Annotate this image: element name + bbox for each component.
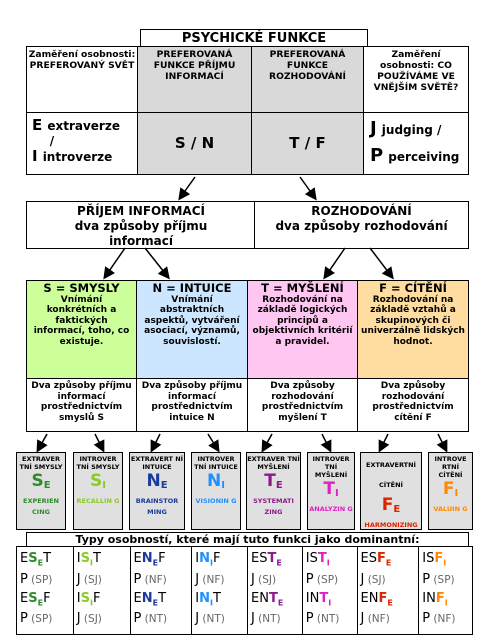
card-fi	[428, 452, 473, 530]
type-temperament: J (SJ)	[76, 571, 102, 587]
header-preferred-world: Zaměření osobnosti: PREFEROVANÝ SVĚT	[28, 49, 136, 71]
p-word: perceiving	[388, 150, 460, 164]
card-ne	[129, 452, 185, 530]
ways-box-n: Dva způsoby příjmu informací prostřednictvím intuice N	[136, 378, 248, 432]
jp-cell	[363, 113, 468, 174]
card-si-bottom: RECALLIN G	[76, 497, 120, 505]
card-ni-symbol	[192, 471, 240, 496]
type-code: $EST_E$	[250, 551, 282, 568]
card-se-bottom: EXPERIEN CING	[23, 497, 59, 516]
card-fi-sub: I	[454, 488, 459, 499]
card-ni-top: INTROVER TNÍ INTUICE	[194, 455, 238, 471]
types-column	[131, 547, 193, 634]
header-row	[26, 46, 469, 113]
types-column	[419, 547, 472, 634]
perception-title: PŘÍJEM INFORMACÍ	[77, 204, 205, 218]
arrow-tf-down	[300, 177, 315, 198]
type-code: $IS_IF$	[76, 590, 101, 608]
arrow-fe	[380, 434, 388, 450]
type-code: $IN_IF$	[195, 551, 221, 568]
function-box-s	[26, 280, 137, 379]
types-column	[303, 547, 358, 634]
type-temperament: P (SP)	[20, 611, 53, 627]
header-outer-world: Zaměření osobnosti: CO POUŽÍVÁME VE VNĚJŠÍM SVĚTĚ?	[363, 47, 468, 112]
personality-type	[195, 591, 247, 628]
types-header: Typy osobností, které mají tuto funkci jako dominantní:	[26, 532, 469, 547]
type-code: $ESF_E$	[360, 551, 392, 568]
card-fe	[360, 452, 422, 530]
card-fe-bottom: HARMONIZING	[364, 521, 418, 529]
type-code: $ENT_E$	[250, 590, 284, 608]
card-ti-symbol	[308, 479, 354, 504]
arrow-te	[263, 434, 272, 450]
types-column	[358, 547, 420, 634]
arrow-to-f	[370, 248, 392, 277]
p-letter: P	[370, 145, 384, 166]
card-te-sub: E	[275, 480, 283, 491]
arrow-ne	[152, 434, 160, 450]
function-text-n: Vnímání abstraktních aspektů, vytváření asociací, významů, souvislostí.	[144, 294, 240, 347]
type-code: $ES_EF$	[20, 590, 51, 608]
card-si-letter: S	[90, 471, 103, 491]
function-box-f	[357, 280, 469, 379]
function-head-t: T = MYŠLENÍ	[261, 281, 344, 295]
type-temperament: P (SP)	[422, 571, 455, 587]
i-word: introverze	[42, 150, 113, 164]
card-fi-symbol	[429, 479, 472, 504]
type-temperament: J (NT)	[250, 611, 281, 627]
card-ni-bottom: VISIONIN G	[195, 497, 237, 505]
ways-box-s: Dva způsoby příjmu informací prostřednictvím smyslů S	[26, 378, 137, 432]
personality-type	[306, 551, 357, 588]
type-temperament: P (NF)	[133, 571, 167, 587]
arrow-to-n	[145, 248, 168, 277]
e-letter: E	[32, 116, 43, 134]
card-ne-top: EXTRAVERT NÍ INTUICE	[130, 455, 184, 471]
function-head-f: F = CÍTĚNÍ	[379, 281, 447, 295]
card-fe-top: EXTRAVERTNÍ CÍTĚNÍ	[366, 461, 416, 489]
function-head-s: S = SMYSLY	[43, 281, 120, 295]
type-temperament: P (SP)	[20, 571, 53, 587]
card-se-letter: S	[31, 471, 44, 491]
card-ne-letter: N	[146, 471, 161, 491]
arrow-to-t	[325, 248, 345, 277]
types-table	[16, 546, 473, 635]
type-code: $IN_IT$	[195, 590, 221, 608]
arrow-ni	[208, 434, 218, 450]
card-se-sub: E	[43, 480, 51, 491]
header-perception-function: PREFEROVANÁ FUNKCE PŘÍJMU INFORMACÍ	[137, 47, 251, 112]
card-se	[16, 452, 66, 530]
judgement-box	[254, 201, 469, 249]
card-fi-top: INTROVE RTNÍ CÍTĚNÍ	[434, 455, 467, 479]
card-fi-letter: F	[442, 479, 455, 499]
tf-cell: T / F	[251, 113, 363, 174]
personality-type	[20, 551, 73, 588]
header-judging-function: PREFEROVANÁ FUNKCE ROZHODOVÁNÍ	[251, 47, 363, 112]
personality-type	[134, 551, 192, 588]
types-column	[17, 547, 74, 634]
ei-slash: /	[49, 134, 55, 148]
types-grid	[17, 547, 472, 634]
personality-type	[134, 591, 192, 628]
arrow-si	[95, 434, 103, 450]
personality-type	[77, 591, 130, 628]
personality-type	[361, 551, 419, 588]
card-ni-letter: N	[207, 471, 222, 491]
ei-cell	[27, 113, 137, 174]
card-si-symbol	[74, 471, 122, 496]
type-temperament: P (NF)	[422, 611, 456, 627]
perception-box	[26, 201, 255, 249]
type-temperament: P (NT)	[133, 611, 168, 627]
arrow-ti	[322, 434, 330, 450]
type-code: $ISF_I$	[422, 551, 447, 568]
type-temperament: J (SJ)	[250, 571, 277, 587]
function-head-n: N = INTUICE	[152, 281, 232, 295]
card-te-letter: T	[264, 471, 276, 491]
judgement-title: ROZHODOVÁNÍ	[311, 204, 412, 218]
card-ti-bottom: ANALYZIN G	[309, 505, 353, 513]
arrow-to-s	[105, 248, 125, 277]
perception-subtitle: dva způsoby příjmu informací	[74, 219, 208, 248]
type-temperament: J (NF)	[195, 571, 225, 587]
sn-cell: S / N	[137, 113, 251, 174]
personality-type	[195, 551, 247, 588]
j-letter: J	[370, 118, 377, 139]
function-box-n	[136, 280, 248, 379]
type-temperament: P (SP)	[305, 571, 339, 587]
function-text-t: Rozhodování na základě logických principů a objektivních kritérií a pravidel.	[252, 294, 353, 347]
ways-box-t: Dva způsoby rozhodování prostřednictvím myšlení T	[247, 378, 358, 432]
card-fi-bottom: VALUIN G	[433, 505, 468, 513]
card-ni-sub: I	[221, 480, 225, 491]
card-ne-sub: E	[160, 480, 168, 491]
types-column	[192, 547, 248, 634]
type-code: $INF_I$	[422, 590, 448, 608]
card-fe-sub: E	[393, 504, 401, 515]
card-si-top: INTROVER TNÍ SMYSLY	[76, 455, 120, 471]
personality-type	[20, 591, 73, 628]
personality-type	[251, 551, 302, 588]
types-column	[74, 547, 131, 634]
card-ti-sub: I	[334, 488, 339, 499]
type-code: $IS_IT$	[76, 551, 101, 568]
type-code: $EN_EF$	[133, 551, 166, 568]
card-ti	[307, 452, 355, 530]
type-code: $EN_ET$	[133, 590, 167, 608]
personality-type	[77, 551, 130, 588]
type-temperament: J (NF)	[360, 611, 390, 627]
function-box-t	[247, 280, 358, 379]
type-code: $INT_I$	[305, 590, 332, 608]
card-fe-symbol	[361, 495, 421, 520]
type-temperament: J (SJ)	[360, 571, 386, 587]
card-ni	[191, 452, 241, 530]
arrow-se	[38, 434, 47, 450]
card-se-symbol	[17, 471, 65, 496]
type-code: $ENF_E$	[360, 590, 393, 608]
card-si	[73, 452, 123, 530]
arrow-fi	[438, 434, 446, 450]
type-code: $ES_ET$	[20, 551, 52, 568]
card-te-bottom: SYSTEMATI ZING	[253, 497, 294, 516]
arrow-sn-down	[180, 177, 195, 198]
card-ne-bottom: BRAINSTOR MING	[135, 497, 179, 516]
e-word: extraverze	[47, 119, 120, 133]
personality-type	[422, 591, 472, 628]
type-temperament: J (SJ)	[76, 611, 102, 627]
i-letter: I	[32, 147, 38, 165]
personality-type	[361, 591, 419, 628]
card-ti-letter: T	[323, 479, 335, 499]
card-se-top: EXTRAVER TNÍ SMYSLY	[19, 455, 63, 471]
card-ne-symbol	[130, 471, 184, 496]
card-te	[246, 452, 301, 530]
card-te-top: EXTRAVER TNÍ MYŠLENÍ	[247, 455, 300, 471]
ways-box-f: Dva způsoby rozhodování prostřednictvím cítění F	[357, 378, 469, 432]
function-text-f: Rozhodování na základě vztahů a skupinových či univerzálně lidských hodnot.	[361, 294, 465, 347]
page-title: PSYCHICKÉ FUNKCE	[140, 29, 368, 47]
j-word: judging /	[381, 123, 442, 137]
card-te-symbol	[247, 471, 300, 496]
type-temperament: P (NT)	[305, 611, 340, 627]
type-temperament: J (NT)	[195, 611, 225, 627]
judgement-subtitle: dva způsoby rozhodování	[275, 219, 448, 233]
types-column	[248, 547, 303, 634]
card-fe-letter: F	[381, 495, 394, 515]
personality-type	[251, 591, 302, 628]
personality-type	[306, 591, 357, 628]
card-ti-top: INTROVER TNÍ MYŠLENÍ	[312, 455, 350, 479]
type-code: $IST_I$	[305, 551, 330, 568]
personality-type	[422, 551, 472, 588]
dichotomy-row	[26, 112, 469, 175]
function-text-s: Vnímání konkrétních a faktických informací, toho, co existuje.	[33, 294, 130, 347]
card-si-sub: I	[102, 480, 106, 491]
